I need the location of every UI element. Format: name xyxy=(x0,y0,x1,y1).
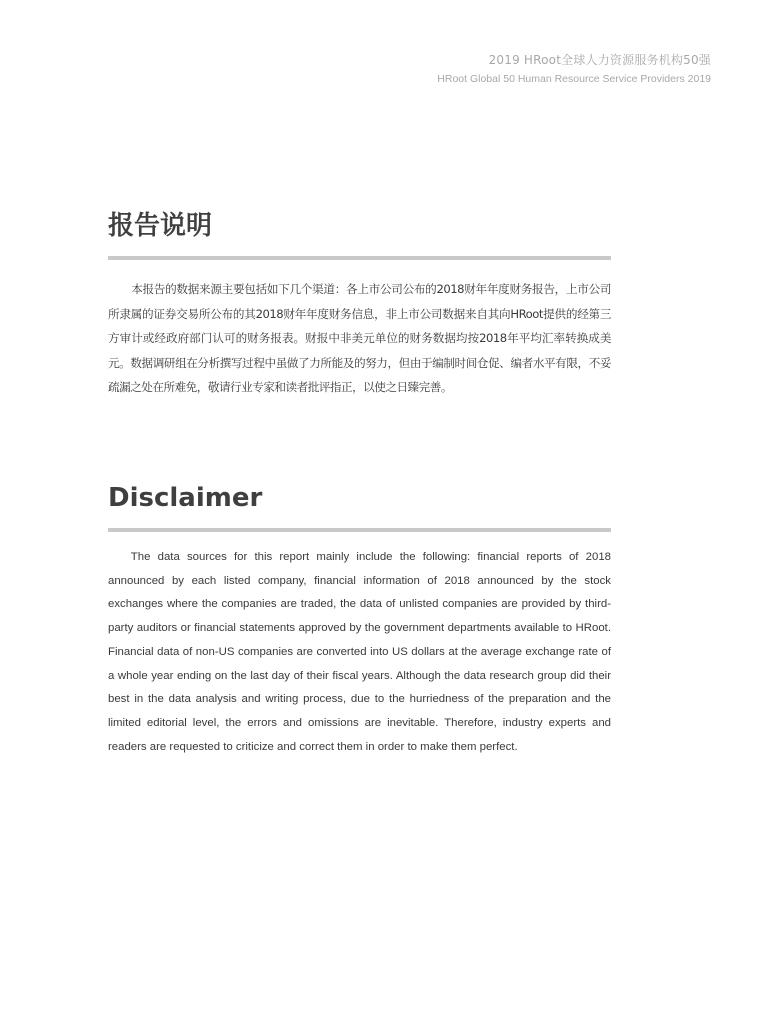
page-header xyxy=(437,51,711,87)
report-note-heading: 报告说明 xyxy=(108,211,213,241)
report-note-body: 本报告的数据来源主要包括如下几个渠道：各上市公司公布的2018财年年度财务报告，上市公司所隶属的证券交易所公布的其2018财年年度财务信息，非上市公司数据来自其向HRoot提供的经第三方审计或经政府部门认可的财务报表。财报中非美元单位的财务数据均按2018年平均汇率转换成美元。数据调研组在分析撰写过程中虽做了力所能及的努力，但由于编制时间仓促、编者水平有限，不妥疏漏之处在所难免，敬请行业专家和读者批评指正，以使之日臻完善。 xyxy=(108,282,611,394)
header-title-en: HRoot Global 50 Human Resource Service Providers 2019 xyxy=(437,73,711,85)
header-title-cn: 2019 HRoot全球人力资源服务机构50强 xyxy=(488,53,711,67)
disclaimer-section xyxy=(108,478,611,771)
disclaimer-body: The data sources for this report mainly include the following: financial reports of 2018 announced by each listed company, financial information of 2018 announced by the stock exchanges where the companies are traded, the data of unlisted companies are provided by third-party auditors or financial statements approved by the government departments available to HRoot. Financial data of non-US companies are converted into US dollars at the average exchange rate of a whole year ending on the last day of their fiscal years. Although the data research group did their best in the data analysis and writing process, due to the hurriedness of the preparation and the limited editorial level, the errors and omissions are inevitable. Therefore, industry experts and readers are requested to criticize and correct them in order to make them perfect. xyxy=(108,551,611,753)
heading-divider xyxy=(108,256,611,260)
heading-divider xyxy=(108,528,611,532)
disclaimer-heading: Disclaimer xyxy=(108,483,263,513)
report-note-section xyxy=(108,206,611,411)
